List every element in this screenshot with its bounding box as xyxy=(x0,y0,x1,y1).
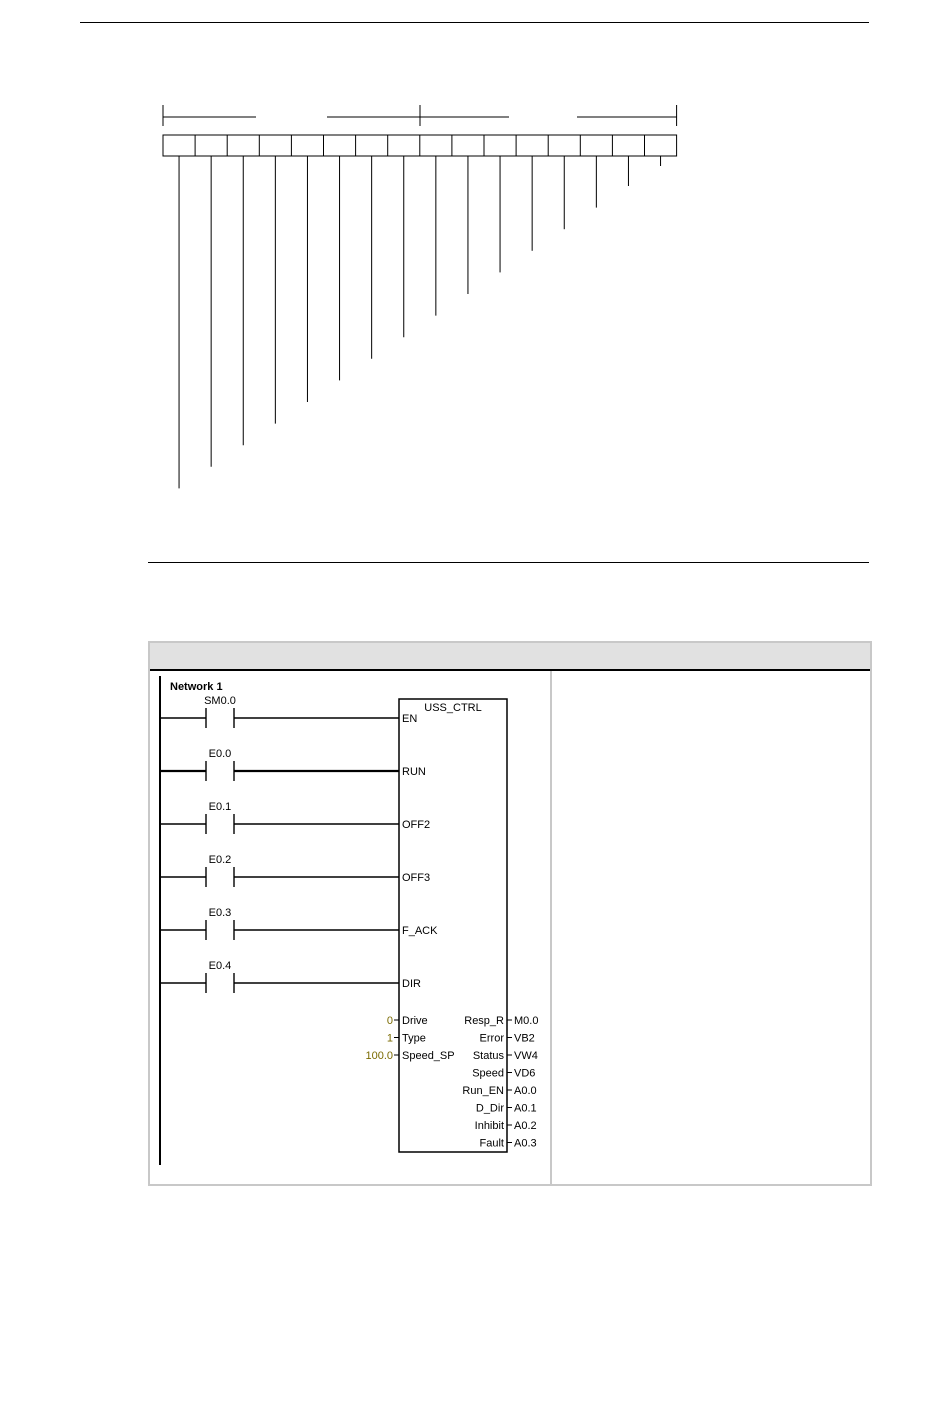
output-operand: VD6 xyxy=(514,1067,536,1080)
output-operand: A0.1 xyxy=(514,1102,537,1115)
block-input-pin: F_ACK xyxy=(402,925,438,937)
block-name: USS_CTRL xyxy=(424,702,482,714)
contact-address: E0.0 xyxy=(208,748,232,760)
block-input-pin: Drive xyxy=(402,1015,428,1027)
contact-address: E0.3 xyxy=(208,907,232,919)
status-word-bit-diagram xyxy=(0,0,950,560)
contact-address: E0.4 xyxy=(208,960,232,972)
section-rule xyxy=(148,562,869,563)
block-output-pin: Error xyxy=(479,1032,504,1045)
block-output-pin: Fault xyxy=(479,1137,504,1150)
ladder-example-panel xyxy=(148,641,872,1186)
output-operand: A0.0 xyxy=(514,1085,537,1097)
block-output-pin: D_Dir xyxy=(475,1102,504,1115)
input-literal: 100.0 xyxy=(365,1050,393,1062)
block-input-pin: RUN xyxy=(402,766,426,778)
block-input-pin: Speed_SP xyxy=(402,1050,455,1062)
block-output-pin: Speed xyxy=(472,1067,504,1080)
block-input-pin: DIR xyxy=(402,978,421,990)
output-operand: VW4 xyxy=(514,1050,538,1062)
block-output-pin: Resp_R xyxy=(464,1015,504,1027)
ladder-diagram xyxy=(150,643,870,1184)
block-input-pin: Type xyxy=(402,1032,426,1045)
block-output-pin: Inhibit xyxy=(474,1120,504,1132)
output-operand: A0.3 xyxy=(514,1137,537,1150)
input-literal: 0 xyxy=(386,1015,393,1027)
contact-address: E0.1 xyxy=(208,801,232,813)
block-input-pin: OFF2 xyxy=(402,819,431,831)
output-operand: A0.2 xyxy=(514,1120,537,1132)
output-operand: M0.0 xyxy=(514,1015,539,1027)
input-literal: 1 xyxy=(386,1032,393,1045)
network-title: Network 1 xyxy=(170,681,223,693)
block-output-pin: Status xyxy=(472,1050,504,1062)
block-output-pin: Run_EN xyxy=(462,1085,504,1097)
contact-address: SM0.0 xyxy=(204,695,236,707)
contact-address: E0.2 xyxy=(208,854,232,866)
output-operand: VB2 xyxy=(514,1032,535,1045)
block-input-pin: OFF3 xyxy=(402,872,431,884)
block-input-pin: EN xyxy=(402,713,418,725)
